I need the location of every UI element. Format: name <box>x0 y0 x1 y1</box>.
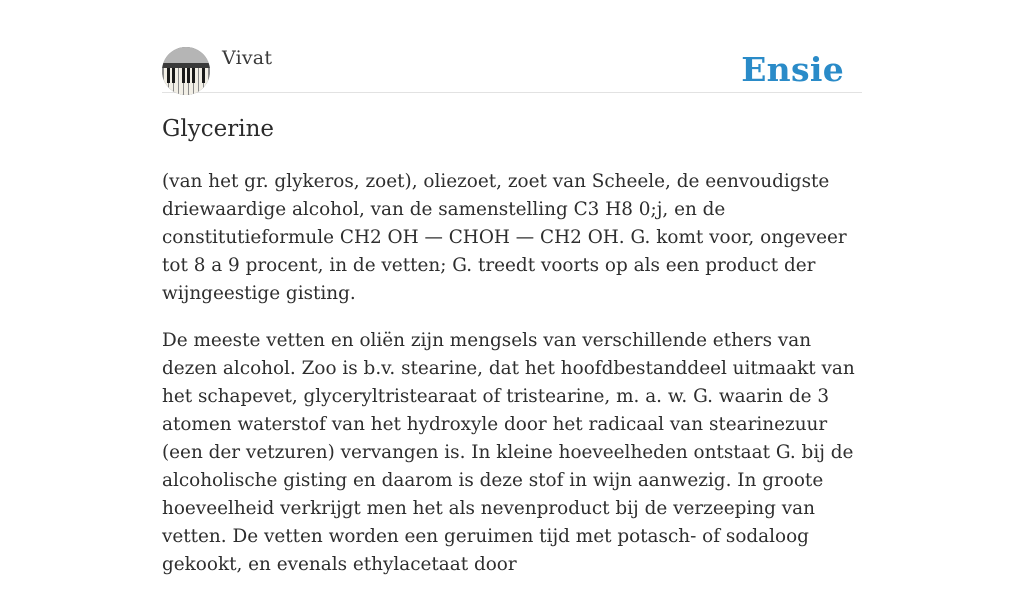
header <box>162 0 862 93</box>
avatar[interactable] <box>162 47 210 95</box>
piano-keys-avatar-icon <box>162 47 210 95</box>
article-title: Glycerine <box>162 116 274 142</box>
paragraph: De meeste vetten en oliën zijn mengsels van verschillende ethers van dezen alcohol. Zoo is b.v. stearine, dat het hoofdbestanddeel uitmaakt van het schapevet, glyceryltristearaat of tristearine, m. a. w. G. waarin de 3 atomen waterstof van het hydroxyle door het radicaal van stearinezuur (een der vetzuren) vervangen is. In kleine hoeveelheden ontstaat G. bij de alcoholische gisting en daarom is deze stof in wijn aanwezig. In groote hoeveelheid verkrijgt men het als nevenproduct bij de verzeeping van vetten. De vetten worden een geruimen tijd met potasch- of sodaloog gekookt, en evenals ethylacetaat door <box>162 330 855 575</box>
paragraph: (van het gr. glykeros, zoet), oliezoet, zoet van Scheele, de eenvoudigste driewaardige alcohol, van de samenstelling C3 H8 0;j, en de constitutieformule CH2 OH — CHOH — CH2 OH. G. komt voor, ongeveer tot 8 a 9 procent, in de vetten; G. treedt voorts op als een product der wijngeestige gisting. <box>162 171 847 304</box>
brand-logo[interactable]: Ensie <box>741 50 844 89</box>
article-body <box>162 168 862 598</box>
page <box>162 0 862 575</box>
author-name[interactable]: Vivat <box>222 47 273 69</box>
